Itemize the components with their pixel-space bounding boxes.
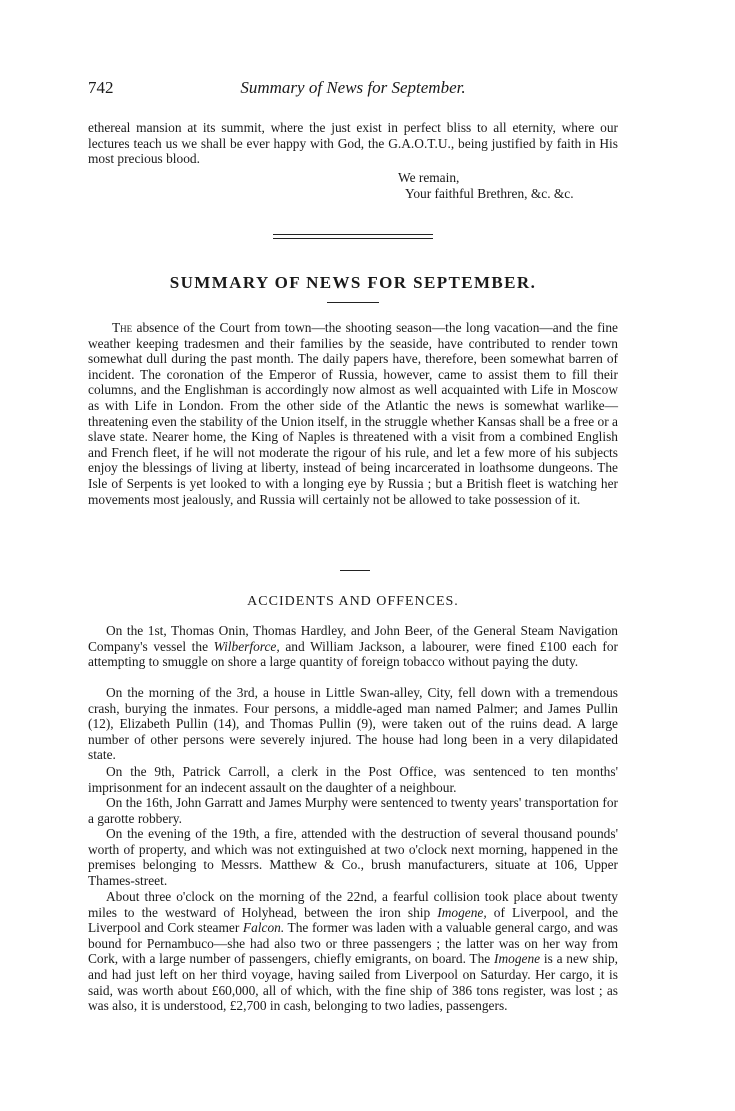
page-number: 742 xyxy=(88,78,114,97)
summary-body: absence of the Court from town—the shooting season—the long vacation—and the fine weather keeping tradesmen and their families by the seaside, have contributed to render town somewhat dull during the past month. The daily papers have, therefore, been somewhat barren of incident. The coronation of the Emperor of Russia, however, came to assist them to fill their columns, and the Englishman is accordingly now almost as well acquainted with Life in Moscow as with Life in London. From the other side of the Atlantic the news is somewhat warlike—threatening even the stability of the Union itself, in the struggle whether Kansas shall be a free or a slave state. Nearer home, the King of Naples is threatened with a visit from a combined English and French fleet, if he will not moderate the rigour of his rule, and let a few more of his subjects enjoy the blessings of living at liberty, instead of being incarcerated in loathsome dungeons. The Isle of Serpents is yet looked to with a longing eye by Russia ; but a British fleet is watching her movements most jealously, and Russia will certainly not be allowed to take possession of it. xyxy=(88,320,618,507)
signature-line: Your faithful Brethren, &c. &c. xyxy=(405,186,574,201)
ship-name-wilberforce: Wilberforce, xyxy=(213,638,280,654)
double-rule-top xyxy=(273,234,433,235)
accident-para-3: On the 9th, Patrick Carroll, a clerk in the Post Office, was sentenced to ten months' imprisonment for an indecent assault on the daughter of a neighbour. xyxy=(88,764,618,795)
letter-closing-paragraph: ethereal mansion at its summit, where the just exist in perfect bliss to all eternity, where our lectures teach us we shall be ever happy with God, the G.A.O.T.U., being justified by faith in His most precious blood. xyxy=(88,120,618,167)
double-rule-bottom xyxy=(273,238,433,239)
accidents-title: ACCIDENTS AND OFFENCES. xyxy=(247,594,459,609)
accident-para-6-c: The former was laden with a valuable general cargo, and was bound for Pernambuco—she had also two or three passengers ; the latter was on her way from Cork, with a large number of passengers, chiefly emigrants, on board. The xyxy=(88,920,618,967)
accident-para-4: On the 16th, John Garratt and James Murphy were sentenced to twenty years' transportation for a garotte robbery. xyxy=(88,795,618,826)
accident-para-1-a: On the 1st, Thomas Onin, Thomas Hardley, and John Beer, of the General Steam Navigation Company's vessel the xyxy=(88,623,618,654)
accident-para-2: On the morning of the 3rd, a house in Little Swan-alley, City, fell down with a tremendous crash, burying the inmates. Four persons, a middle-aged man named Palmer; and James Pullin (12), Elizabeth Pullin (14), and Thomas Pullin (9), were taken out of the ruins dead. A large number of other persons were severely injured. The house had long been in a very dilapidated state. xyxy=(88,685,618,763)
accident-para-5: On the evening of the 19th, a fire, attended with the destruction of several thousand pounds' worth of property, and which was not extinguished at two o'clock next morning, happened in the premises belonging to Messrs. Matthew & Co., brush manufacturers, situate at 106, Upper Thames-street. xyxy=(88,826,618,888)
summary-paragraph xyxy=(88,320,618,507)
running-title: Summary of News for September. xyxy=(240,78,466,97)
accident-para-6 xyxy=(88,889,618,1014)
ship-name-imogene-2: Imogene xyxy=(494,951,541,967)
accident-para-6-d: is a new ship, and had just left on her third voyage, having sailed from Liverpool on Saturday. Her cargo, it is said, was worth about £60,000, all of which, with the fine ship of 386 tons register, was lost ; as was also, it is understood, £2,700 in cash, belonging to two ladies, passengers. xyxy=(88,951,618,1014)
title-underline xyxy=(327,302,379,303)
ship-name-falcon: Falcon. xyxy=(242,920,285,936)
remain-line: We remain, xyxy=(398,170,460,185)
accident-para-6-b: of Liverpool, and the Liverpool and Cork steamer xyxy=(88,904,619,936)
section-divider xyxy=(340,570,370,571)
ship-name-imogene: Imogene, xyxy=(437,904,487,920)
summary-lead-word: The xyxy=(112,320,133,335)
accident-para-1 xyxy=(88,623,618,670)
accident-para-6-a: About three o'clock on the morning of the 22nd, a fearful collision took place about twenty miles to the westward of Holyhead, between the iron ship xyxy=(88,889,618,920)
accident-para-1-b: and William Jackson, a labourer, were fined £100 each for attempting to smuggle on shore a large quantity of foreign tobacco without paying the duty. xyxy=(88,638,618,670)
page-header xyxy=(88,78,618,102)
section-title: SUMMARY OF NEWS FOR SEPTEMBER. xyxy=(169,273,537,292)
